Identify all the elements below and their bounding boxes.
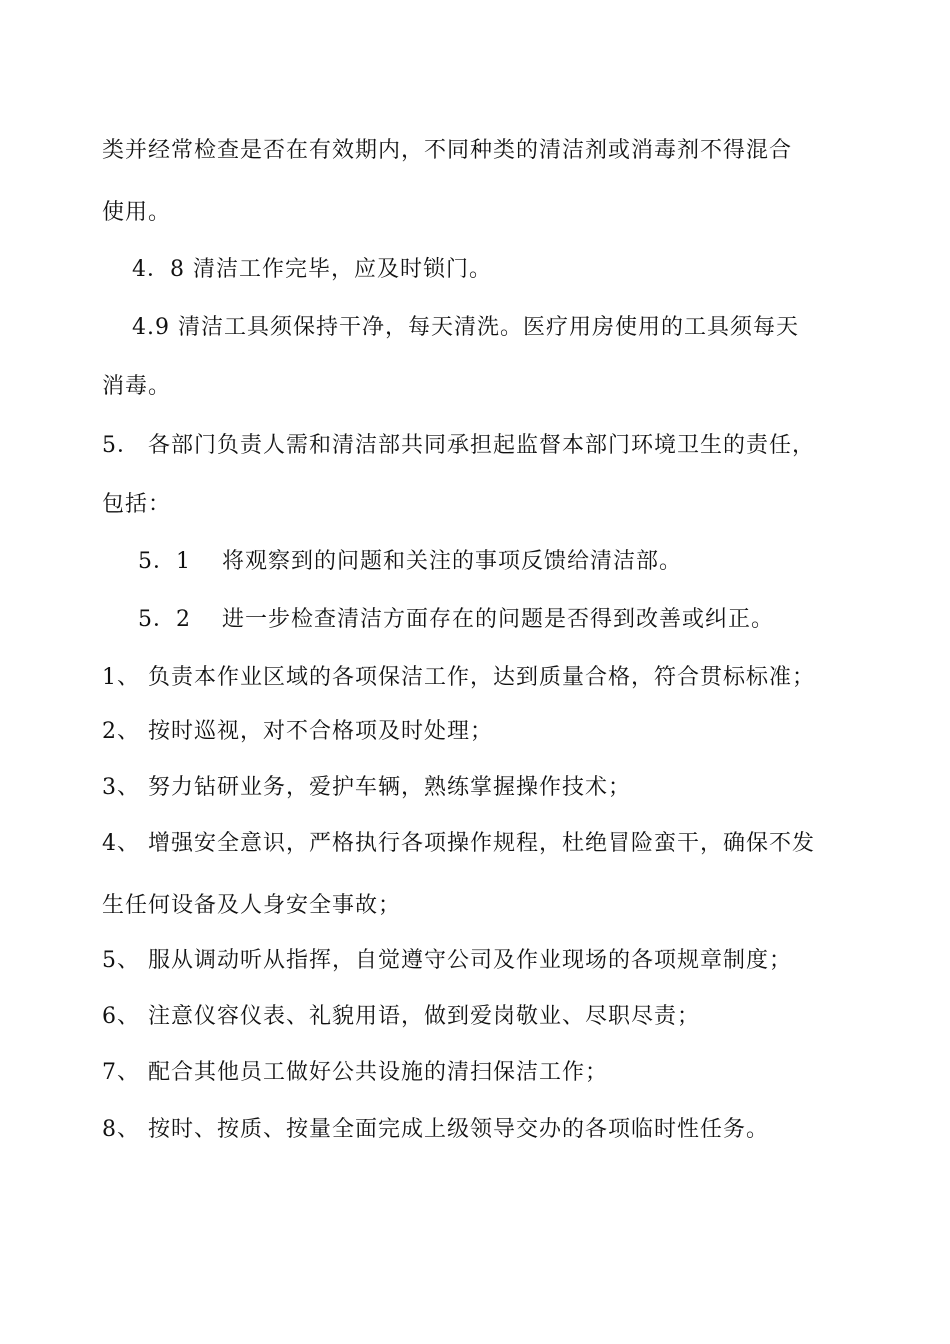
text-line: 6、 注意仪容仪表、礼貌用语，做到爱岗敬业、尽职尽责； — [102, 1004, 700, 1029]
text-line: 5． 各部门负责人需和清洁部共同承担起监督本部门环境卫生的责任， — [102, 433, 815, 458]
text-line: 5．1 将观察到的问题和关注的事项反馈给清洁部。 — [138, 549, 682, 574]
text-line: 4．8 清洁工作完毕，应及时锁门。 — [132, 257, 492, 282]
text-line: 4、 增强安全意识，严格执行各项操作规程，杜绝冒险蛮干，确保不发 — [102, 831, 815, 856]
text-line: 7、 配合其他员工做好公共设施的清扫保洁工作； — [102, 1060, 608, 1085]
text-line: 1、 负责本作业区域的各项保洁工作，达到质量合格，符合贯标标准； — [102, 665, 815, 690]
text-line: 5．2 进一步检查清洁方面存在的问题是否得到改善或纠正。 — [138, 607, 774, 632]
text-line: 类并经常检查是否在有效期内，不同种类的清洁剂或消毒剂不得混合 — [102, 138, 793, 163]
text-line: 2、 按时巡视，对不合格项及时处理； — [102, 719, 493, 744]
text-line: 消毒。 — [102, 374, 172, 399]
text-line: 5、 服从调动听从指挥，自觉遵守公司及作业现场的各项规章制度； — [102, 948, 792, 973]
text-line: 8、 按时、按质、按量全面完成上级领导交办的各项临时性任务。 — [102, 1117, 769, 1142]
text-line: 使用。 — [102, 200, 172, 225]
text-line: 3、 努力钻研业务，爱护车辆，熟练掌握操作技术； — [102, 775, 631, 800]
text-line: 4.9 清洁工具须保持干净，每天清洗。医疗用房使用的工具须每天 — [132, 315, 799, 340]
text-line: 生任何设备及人身安全事故； — [102, 893, 402, 918]
text-line: 包括： — [102, 492, 172, 517]
